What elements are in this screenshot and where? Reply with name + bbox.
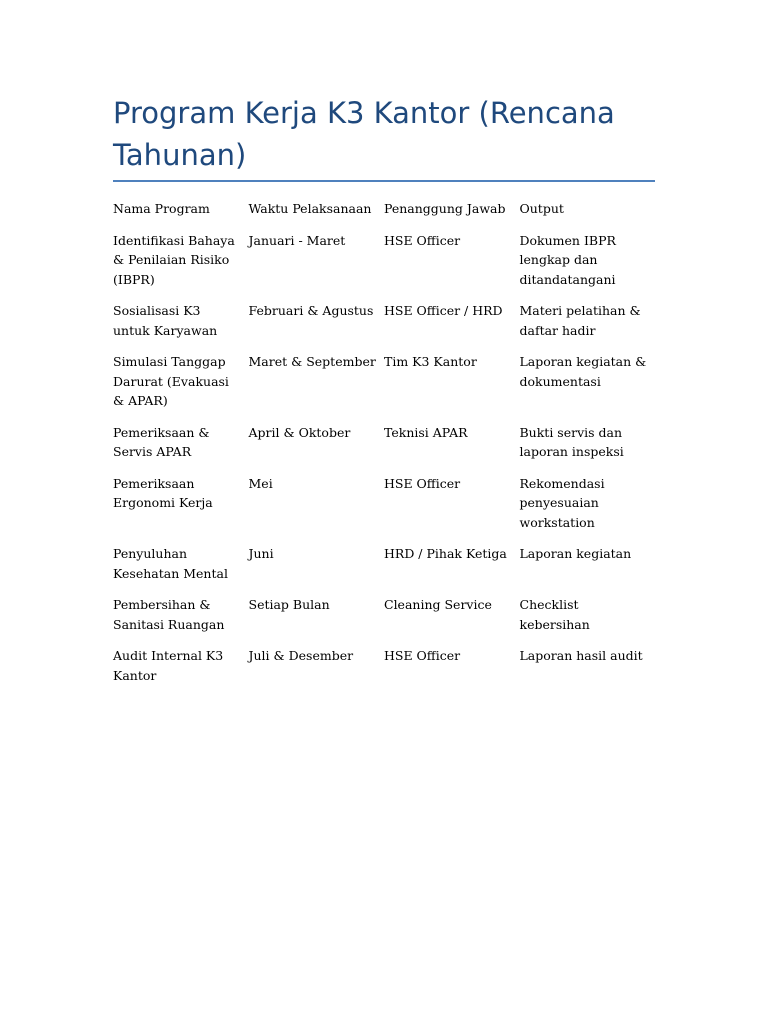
- cell-waktu-pelaksanaan: Februari & Agustus: [248, 303, 374, 318]
- cell-output: Bukti servis dan laporan inspeksi: [519, 424, 624, 459]
- cell-waktu-pelaksanaan: Juni: [248, 546, 274, 561]
- cell-nama-program: Pemeriksaan Ergonomi Kerja: [113, 475, 213, 510]
- cell-penanggung-jawab: HSE Officer: [384, 648, 461, 663]
- cell-waktu-pelaksanaan: April & Oktober: [248, 424, 351, 440]
- cell-waktu-pelaksanaan: Januari - Maret: [248, 232, 346, 248]
- header-waktu-pelaksanaan: Waktu Pelaksanaan: [248, 201, 372, 216]
- cell-waktu-pelaksanaan: Setiap Bulan: [248, 597, 330, 612]
- cell-output: Rekomendasi penyesuaian workstation: [519, 475, 605, 530]
- cell-waktu-pelaksanaan: Mei: [248, 475, 273, 491]
- cell-waktu-pelaksanaan: Juli & Desember: [248, 648, 354, 663]
- header-penanggung-jawab: Penanggung Jawab: [384, 201, 506, 216]
- cell-nama-program: Identifikasi Bahaya & Penilaian Risiko (IBPR): [113, 232, 235, 287]
- header-nama-program: Nama Program: [113, 201, 210, 216]
- cell-nama-program: Simulasi Tanggap Darurat (Evakuasi & APAR): [113, 354, 229, 408]
- table-body: [113, 231, 655, 698]
- cell-output: Laporan kegiatan: [519, 546, 632, 561]
- cell-output: Laporan hasil audit: [519, 648, 643, 663]
- cell-nama-program: Pemeriksaan & Servis APAR: [113, 424, 210, 459]
- table-row: [113, 231, 655, 302]
- cell-nama-program: Audit Internal K3 Kantor: [113, 648, 224, 683]
- cell-output: Laporan kegiatan & dokumentasi: [519, 354, 647, 389]
- cell-penanggung-jawab: Tim K3 Kantor: [384, 354, 477, 369]
- cell-penanggung-jawab: Cleaning Service: [384, 597, 492, 612]
- cell-nama-program: Penyuluhan Kesehatan Mental: [113, 546, 228, 581]
- page-title: Program Kerja K3 Kantor (Rencana Tahunan): [113, 96, 615, 172]
- header-output: Output: [519, 201, 564, 216]
- cell-penanggung-jawab: Teknisi APAR: [384, 424, 468, 440]
- cell-penanggung-jawab: HSE Officer: [384, 475, 461, 491]
- table-row: [113, 646, 655, 697]
- cell-nama-program: Sosialisasi K3 untuk Karyawan: [113, 303, 218, 338]
- table-row: [113, 301, 655, 352]
- table-row: [113, 474, 655, 545]
- table-header: [113, 199, 655, 231]
- cell-penanggung-jawab: HSE Officer / HRD: [384, 303, 503, 318]
- program-table: [113, 199, 655, 697]
- cell-output: Materi pelatihan & daftar hadir: [519, 303, 641, 338]
- table-row: [113, 423, 655, 474]
- cell-output: Checklist kebersihan: [519, 597, 590, 632]
- table-row: [113, 595, 655, 646]
- cell-waktu-pelaksanaan: Maret & September: [248, 354, 376, 369]
- header-row: [113, 199, 655, 231]
- title-divider: [113, 180, 655, 182]
- cell-penanggung-jawab: HRD / Pihak Ketiga: [384, 546, 507, 561]
- cell-nama-program: Pembersihan & Sanitasi Ruangan: [113, 597, 225, 632]
- cell-penanggung-jawab: HSE Officer: [384, 232, 461, 248]
- cell-output: Dokumen IBPR lengkap dan ditandatangani: [519, 232, 616, 287]
- table-row: [113, 544, 655, 595]
- table-row: [113, 352, 655, 423]
